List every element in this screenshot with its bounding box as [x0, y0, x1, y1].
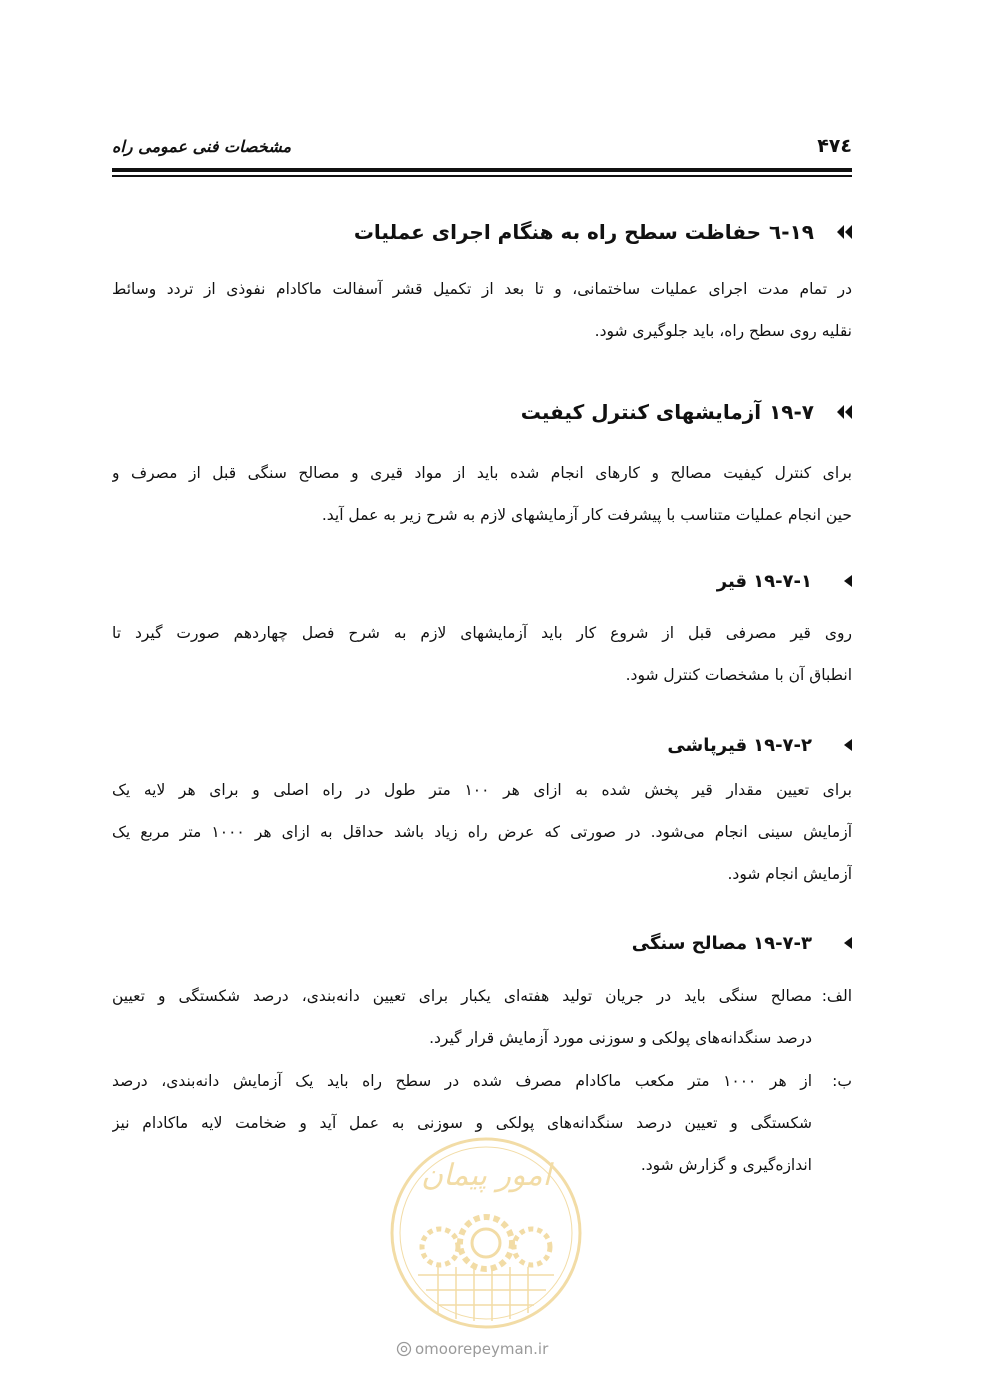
running-header — [112, 126, 852, 166]
subsection-heading-19-7-3 — [112, 928, 852, 958]
arrow-bullet-icon — [842, 739, 852, 751]
list-item-line: از هر ۱۰۰۰ متر مکعب ماکادام مصرف شده در سطح راه باید یک آزمایش دانه‌بندی، درصد — [112, 1072, 812, 1090]
list-item-alef — [112, 975, 852, 1059]
double-arrow-bullet-icon — [836, 225, 852, 239]
subsection-heading-19-7-2 — [112, 730, 852, 760]
list-item-line: اندازه‌گیری و گزارش شود. — [640, 1156, 812, 1174]
paragraph-line: روی قیر مصرفی قبل از شروع کار باید آزمایشهای لازم به شرح فصل چهاردهم صورت گیرد تا — [112, 624, 852, 642]
list-item-line: درصد سنگدانه‌های پولکی و سوزنی مورد آزمایش قرار گیرد. — [429, 1029, 812, 1047]
list-item-line: شکستگی و تعیین درصد سنگدانه‌های پولکی و سوزنی به عمل آید و ضخامت لایه ماکادام نیز — [112, 1114, 812, 1132]
subsection-number: ۱۹-۷-۱ — [753, 570, 812, 592]
paragraph-line: برای تعیین مقدار قیر پخش شده به ازای هر ۱۰۰ متر طول در راه اصلی و برای هر لایه یک — [112, 781, 852, 799]
page-number: ۴۷٤ — [817, 135, 852, 157]
paragraph-19-7-2 — [112, 769, 852, 895]
paragraph-line: حین انجام عملیات متناسب با پیشرفت کار آزمایشهای لازم به شرح زیر به عمل آید. — [321, 506, 852, 524]
paragraph-line: در تمام مدت اجرای عملیات ساختمانی، و تا بعد از تکمیل قشر آسفالت ماکادام نفوذی از تردد وسائط — [112, 280, 852, 298]
arrow-bullet-icon — [842, 575, 852, 587]
header-rule-thin — [112, 175, 852, 177]
list-item-label: ب: — [832, 1072, 852, 1090]
subsection-heading-19-7-1 — [112, 566, 852, 596]
section-number: ۱۹-۷ — [769, 400, 814, 424]
subsection-title: قیر — [716, 570, 748, 592]
subsection-number: ۱۹-۷-۲ — [753, 734, 812, 756]
section-number: ۱۹-٦ — [769, 220, 814, 244]
list-item-line: مصالح سنگی باید در جریان تولید هفته‌ای یکبار برای تعیین دانه‌بندی، درصد شکستگی و تعیین — [112, 987, 812, 1005]
paragraph-line: برای کنترل کیفیت مصالح و کارهای انجام شده باید از مواد قیری و مصالح سنگی قبل از مصرف و — [112, 464, 852, 482]
paragraph-19-7-1 — [112, 612, 852, 696]
section-heading-19-7 — [112, 395, 852, 429]
paragraph-line: آزمایش انجام شود. — [727, 865, 852, 883]
paragraph-19-7 — [112, 452, 852, 536]
double-arrow-bullet-icon — [836, 405, 852, 419]
paragraph-line: نقلیه روی سطح راه، باید جلوگیری شود. — [594, 322, 852, 340]
watermark-credit — [396, 1337, 596, 1361]
paragraph-19-6 — [112, 268, 852, 352]
watermark-logo — [388, 1135, 584, 1331]
watermark-credit-text: omoorepeyman.ir — [415, 1340, 549, 1358]
list-item-label: الف: — [821, 987, 852, 1005]
arrow-bullet-icon — [842, 937, 852, 949]
section-title: حفاظت سطح راه به هنگام اجرای عملیات — [353, 220, 762, 244]
subsection-number: ۱۹-۷-۳ — [753, 932, 812, 954]
watermark-logo-text: امور پیمان — [421, 1158, 551, 1193]
at-symbol-icon — [396, 1341, 412, 1357]
running-title: مشخصات فنی عمومی راه — [112, 136, 292, 156]
paragraph-line: انطباق آن با مشخصات کنترل شود. — [625, 666, 852, 684]
subsection-title: قیرپاشی — [667, 734, 748, 756]
paragraph-line: آزمایش سینی انجام می‌شود. در صورتی که عرض راه زیاد باشد حداقل به ازای هر ۱۰۰۰ متر مربع یک — [112, 823, 852, 841]
section-title: آزمایشهای کنترل کیفیت — [520, 400, 762, 424]
subsection-title: مصالح سنگی — [631, 932, 748, 954]
header-rule-thick — [112, 168, 852, 172]
section-heading-19-6 — [112, 215, 852, 249]
